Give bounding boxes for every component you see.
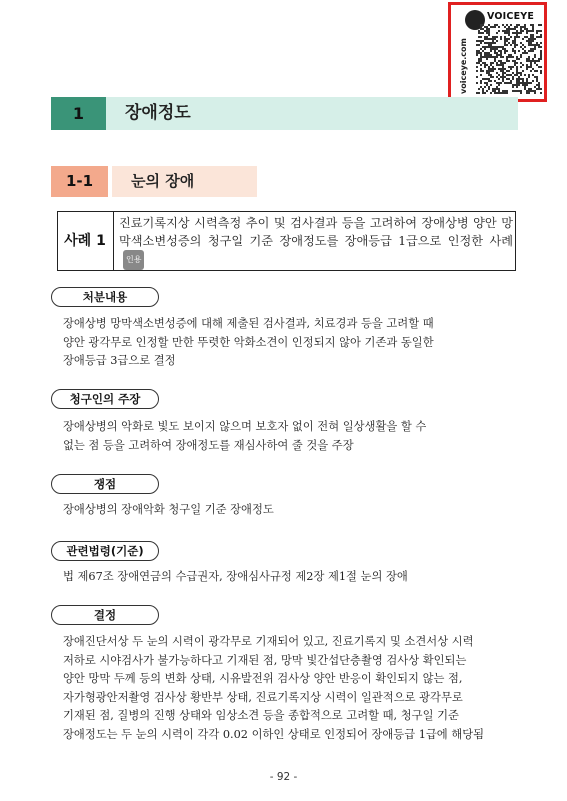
section-title: 장애정도	[125, 103, 191, 123]
text-line: 장애진단서상 두 눈의 시력이 광각무로 기재되어 있고, 진료기록지 및 소견서상 시력	[63, 635, 474, 648]
heading-claimant-argument: 청구인의 주장	[51, 389, 159, 409]
heading-issue: 쟁점	[51, 474, 159, 494]
text-line: 양안 광각무로 인정할 만한 뚜렷한 악화소견이 인정되지 않아 기존과 동일한	[63, 335, 434, 349]
voiceye-brand: VOICEYE	[487, 11, 535, 22]
heading-related-law: 관련법령(기준)	[51, 541, 159, 561]
voiceye-side-text: voiceye.com	[459, 38, 468, 94]
case-summary	[119, 214, 513, 270]
paragraph-claimant-argument	[63, 418, 516, 455]
case-divider	[113, 211, 114, 271]
text-line: 장애등급 3급으로 결정	[63, 354, 176, 368]
subsection-number: 1-1	[51, 166, 108, 197]
text-line: 저하로 시야검사가 불가능하다고 기재된 점, 망막 빛간섭단층촬영 검사상 확인되는	[63, 653, 467, 667]
subsection-title: 눈의 장애	[131, 172, 195, 190]
text-line: 장애상병 망막색소변성증에 대해 제출된 검사결과, 치료경과 등을 고려할 때	[63, 317, 434, 330]
section-header-bar	[51, 97, 518, 130]
case-label: 사례 1	[64, 233, 106, 249]
text-line: 장애상병의 장애악화 청구일 기준 장애정도	[63, 503, 274, 516]
page-number: - 92 -	[269, 771, 298, 783]
text-line: 법 제67조 장애연금의 수급권자, 장애심사규정 제2장 제1절 눈의 장애	[63, 570, 408, 583]
paragraph-related-law	[63, 568, 516, 587]
paragraph-issue	[63, 501, 516, 520]
paragraph-disposition	[63, 315, 516, 371]
case-summary-text: 진료기록지상 시력측정 추이 및 검사결과 등을 고려하여 장애상병 양안 망막색소변성증의 청구일 기준 장애정도를 장애등급 1급으로 인정한 사례	[119, 216, 513, 248]
text-line: 기재된 점, 질병의 진행 상태와 임상소견 등을 종합적으로 고려할 때, 청구일 기준	[63, 709, 459, 723]
text-line: 없는 점 등을 고려하여 장애정도를 재심사하여 줄 것을 주장	[63, 438, 354, 452]
case-result-badge: 인용	[123, 250, 144, 270]
text-line: 장애상병의 악화로 빛도 보이지 않으며 보호자 없이 전혀 일상생활을 할 수	[63, 420, 427, 433]
section-number: 1	[51, 97, 106, 130]
qr-code-icon[interactable]	[476, 24, 542, 94]
heading-disposition: 처분내용	[51, 287, 159, 307]
text-line: 자가형광안저촬영 검사상 황반부 상태, 진료기록지상 시력이 일관적으로 광각무로	[63, 690, 463, 704]
text-line: 장애정도는 두 눈의 시력이 각각 0.02 이하인 상태로 인정되어 장애등급 1급에 해당됨	[63, 727, 485, 741]
text-line: 양안 망막 두께 등의 변화 상태, 시유발전위 검사상 양안 반응이 확인되지 않는 점,	[63, 672, 463, 686]
paragraph-decision	[63, 633, 516, 745]
heading-decision: 결정	[51, 605, 159, 625]
